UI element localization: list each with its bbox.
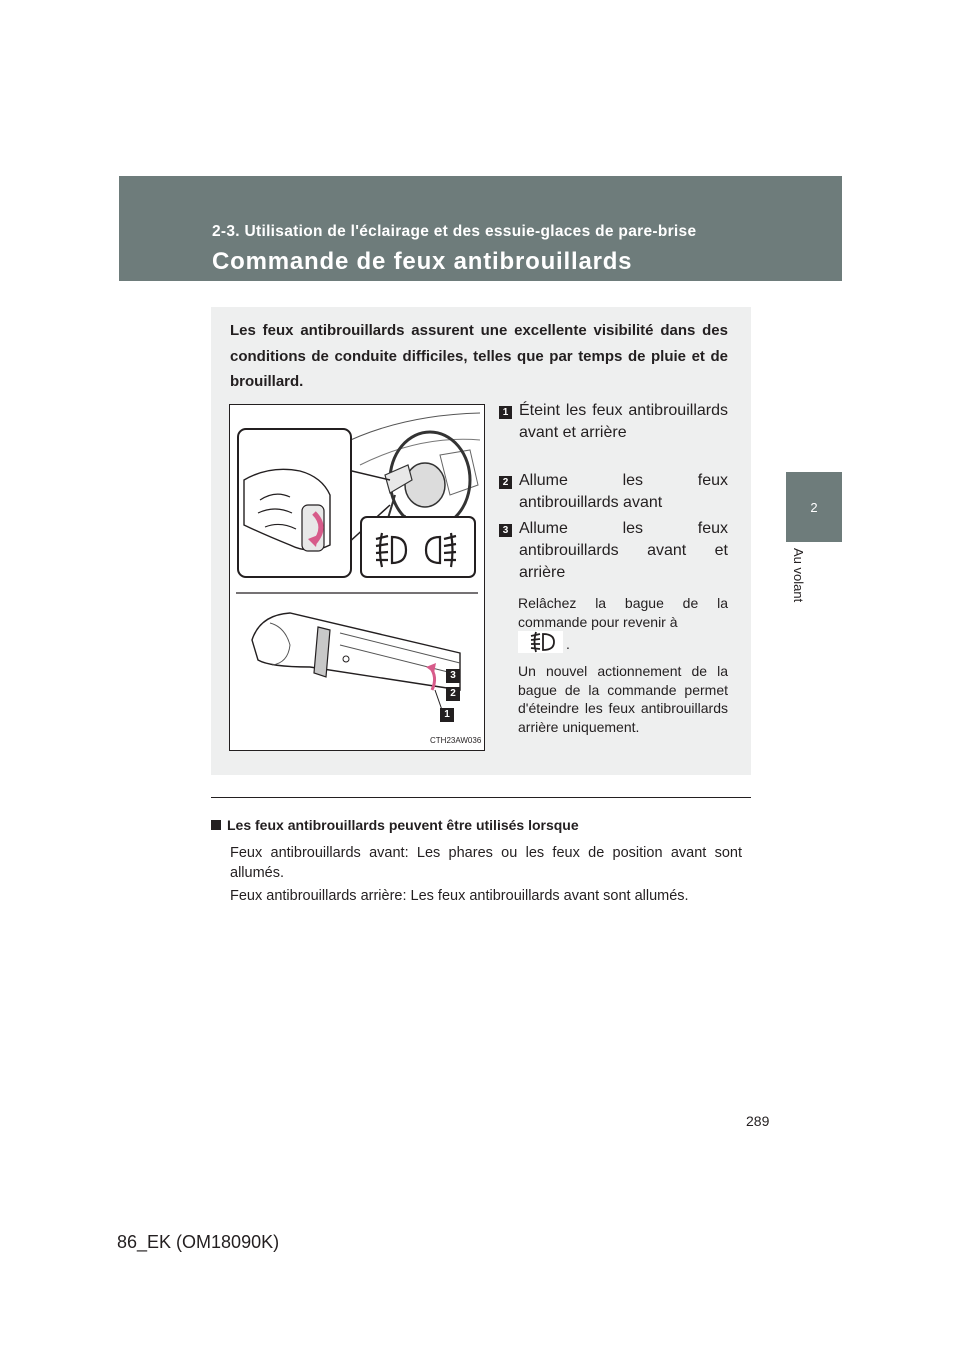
section-label: 2-3. Utilisation de l'éclairage et des essuie-glaces de pare-brise	[212, 223, 697, 240]
illustration-code: CTH23AW036	[430, 736, 482, 745]
callout-2: 2	[446, 687, 460, 701]
divider	[211, 797, 751, 798]
rear-off-note: Un nouvel actionnement de la bague de la commande permet d'éteindre les feux antibrouillards arrière uniquement.	[518, 663, 728, 735]
page-number: 289	[746, 1113, 770, 1129]
page-title: Commande de feux antibrouillards	[212, 248, 633, 275]
document-code: 86_EK (OM18090K)	[117, 1232, 280, 1252]
rear-fog-condition: Feux antibrouillards arrière: Les feux antibrouillards avant sont allumés.	[230, 888, 689, 904]
step-text: Allume les feux antibrouillards avant	[519, 472, 728, 511]
step-text: Allume les feux antibrouillards avant et arrière	[519, 520, 728, 581]
conditions-heading-text: Les feux antibrouillards peuvent être utilisés lorsque	[227, 817, 579, 833]
chapter-tab	[786, 472, 842, 542]
front-fog-inline-icon	[518, 631, 563, 653]
chapter-side-label	[786, 548, 842, 618]
intro-text: Les feux antibrouillards assurent une excellente visibilité dans des conditions de conduite difficiles, telles que par temps de pluie et de brouillard.	[230, 322, 728, 390]
callout-1: 1	[440, 708, 454, 722]
conditions-heading	[211, 817, 579, 833]
callout-3: 3	[446, 669, 460, 683]
return-note-end: .	[566, 636, 570, 652]
chapter-number: 2	[810, 499, 818, 515]
step-number: 1	[499, 406, 512, 419]
step-text: Éteint les feux antibrouillards avant et arrière	[519, 402, 728, 441]
fog-light-switch-illustration	[229, 404, 485, 751]
bullet-square-icon	[211, 820, 221, 830]
front-fog-condition: Feux antibrouillards avant: Les phares ou les feux de position avant sont allumés.	[230, 845, 742, 881]
step-number: 3	[499, 524, 512, 537]
chapter-name: Au volant	[791, 548, 806, 603]
return-note: Relâchez la bague de la commande pour revenir à	[518, 595, 728, 630]
step-number: 2	[499, 476, 512, 489]
chapter-header	[119, 176, 842, 281]
